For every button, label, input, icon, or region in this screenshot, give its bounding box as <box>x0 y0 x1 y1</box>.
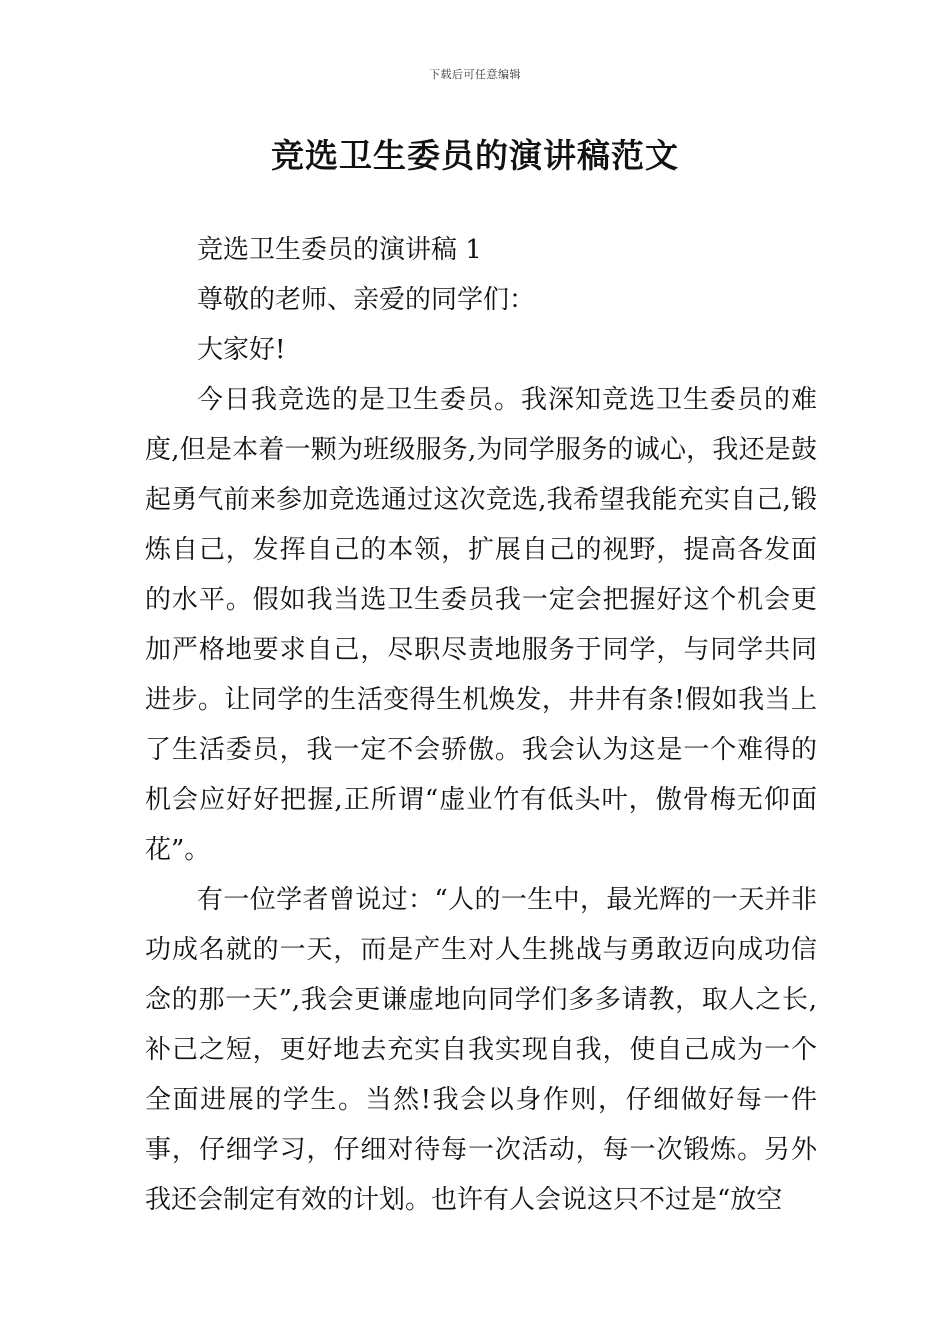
header-note: 下载后可任意编辑 <box>429 68 521 81</box>
paragraph-subtitle: 竞选卫生委员的演讲稿 1 <box>197 235 482 265</box>
document-body <box>145 225 817 1225</box>
paragraph-salutation: 尊敬的老师、亲爱的同学们： <box>197 285 536 315</box>
paragraph-body-2: 有一位学者曾说过：“人的一生中，最光辉的一天并非功成名就的一天，而是产生对人生挑战与勇敢迈向成功信念的那一天”,我会更谦虚地向同学们多多请教，取人之长,补己之短，更好地去充实自我实现自我，使自己成为一个全面进展的学生。当然!我会以身作则，仔细做好每一件事，仔细学习，仔细对待每一次活动，每一次锻炼。另外我还会制定有效的计划。也许有人会说这只不过是“放空 <box>145 885 817 1215</box>
document-title: 竞选卫生委员的演讲稿范文 <box>271 136 679 175</box>
paragraph-greeting: 大家好! <box>197 335 286 365</box>
paragraph-body-1: 今日我竞选的是卫生委员。我深知竞选卫生委员的难度,但是本着一颗为班级服务,为同学服务的诚心，我还是鼓起勇气前来参加竞选通过这次竞选,我希望我能充实自己,锻炼自己，发挥自己的本领，扩展自己的视野，提高各发面的水平。假如我当选卫生委员我一定会把握好这个机会更加严格地要求自己，尽职尽责地服务于同学，与同学共同进步。让同学的生活变得生机焕发，井井有条!假如我当上了生活委员，我一定不会骄傲。我会认为这是一个难得的机会应好好把握,正所谓“虚业竹有低头叶，傲骨梅无仰面花”。 <box>145 385 817 865</box>
